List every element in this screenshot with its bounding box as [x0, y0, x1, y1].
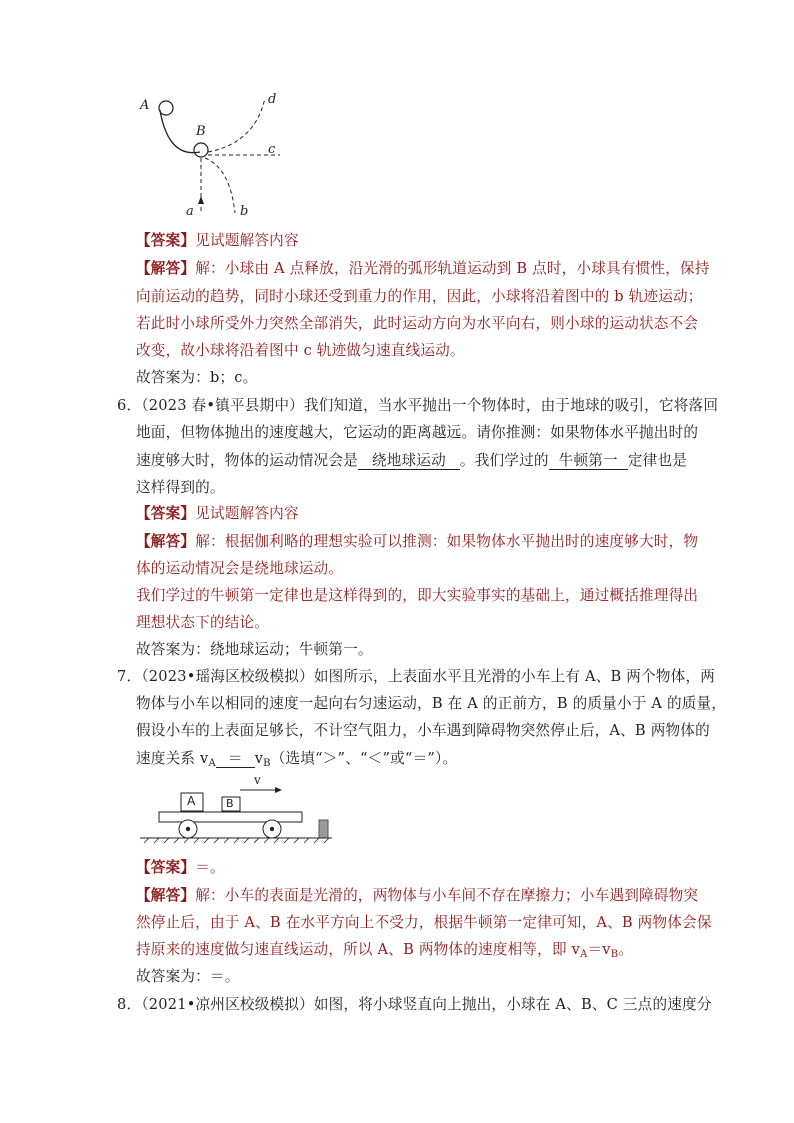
block-b-label: B	[226, 797, 234, 810]
label-c: c	[268, 142, 276, 157]
solution-text: 持原来的速度做匀速直线运动，所以 A、B 两物体的速度相等，即 v	[136, 941, 581, 958]
block-a-label: A	[187, 794, 196, 808]
subscript-b: B	[263, 758, 271, 769]
q5-solution-line-3: 若此时小球所受外力突然全部消失，此时运动方向为水平向右，则小球的运动状态不会	[136, 315, 699, 332]
solution-tag: 【解答】	[136, 887, 196, 904]
question-source: （2023•瑶海区校级模拟）	[141, 668, 314, 685]
q7-final-answer: 故答案为：＝。	[136, 968, 240, 985]
q5-answer	[136, 231, 299, 251]
q6-solution-line-3: 我们学过的牛顿第一定律也是这样得到的，即大实验事实的基础上，通过概括推理得出	[136, 587, 699, 604]
question-source: （2023 春•镇平县期中）	[141, 397, 304, 414]
label-b: b	[240, 204, 249, 219]
q6-line-4: 这样得到的。	[136, 479, 225, 496]
ball-b	[194, 143, 208, 157]
q7-line-4	[136, 749, 457, 774]
arc-track	[160, 110, 200, 153]
question-number: 6．	[117, 397, 142, 414]
q6-line-1	[117, 396, 718, 416]
velocity-label: v	[254, 773, 261, 787]
path-d	[208, 98, 265, 152]
q6-solution-line-1	[136, 532, 698, 552]
label-d: d	[268, 92, 277, 107]
trajectory-figure	[130, 88, 300, 223]
subscript-a: A	[580, 949, 588, 960]
label-a-point: A	[140, 98, 150, 113]
q5-solution-line-2: 向前运动的趋势，同时小球还受到重力的作用，因此，小球将沿着图中的 b 轨迹运动；	[136, 288, 703, 305]
fill-blank-1: 绕地球运动	[358, 452, 460, 470]
q7-line-3: 假设小车的上表面足够长，不计空气阻力，小车遇到障碍物突然停止后，A、B 两物体的	[136, 722, 710, 739]
obstacle	[319, 820, 328, 838]
fill-blank-2: 牛顿第一	[549, 452, 628, 470]
solution-text: 。	[618, 941, 634, 958]
solution-text: 解：小车的表面是光滑的，两物体与小车间不存在摩擦力；小车遇到障碍物突	[195, 887, 699, 904]
q5-final-answer: 故答案为：b；c。	[136, 369, 258, 386]
answer-tag: 【答案】	[136, 505, 196, 522]
q6-solution-line-4: 理想状态下的结论。	[136, 614, 270, 631]
subscript-b: B	[610, 949, 619, 960]
question-text: 我们知道，当水平抛出一个物体时，由于地球的吸引，它将落回	[303, 397, 719, 414]
q7-solution-line-2: 然停止后，由于 A、B 在水平方向上不受力，根据牛顿第一定律可知，A、B 两物体会保	[136, 914, 712, 931]
solution-text: 解：小球由 A 点释放，沿光滑的弧形轨道运动到 B 点时，小球具有惯性，保持	[195, 260, 710, 277]
answer-text: 见试题解答内容	[195, 232, 299, 249]
question-number: 8．	[117, 996, 142, 1013]
answer-text: 见试题解答内容	[195, 505, 299, 522]
solution-text: 解：根据伽利略的理想实验可以推测：如果物体水平抛出时的速度够大时，物	[195, 533, 699, 550]
question-text: （选填“＞”、“＜”或“＝”）。	[270, 750, 458, 767]
answer-tag: 【答案】	[136, 232, 196, 249]
q8-line-1	[117, 995, 712, 1015]
question-number: 7．	[117, 668, 142, 685]
question-text: 如图，将小球竖直向上抛出，小球在 A、B、C 三点的速度分	[313, 996, 712, 1013]
fill-blank: ＝	[216, 750, 255, 768]
solution-tag: 【解答】	[136, 260, 196, 277]
q7-line-2: 物体与小车以相同的速度一起向右匀速运动，B 在 A 的正前方，B 的质量小于 A 的质量，	[136, 695, 727, 712]
q7-answer	[136, 858, 225, 878]
answer-tag: 【答案】	[136, 859, 196, 876]
q7-solution-line-1	[136, 886, 698, 906]
q6-line-2: 地面，但物体抛出的速度越大，它运动的距离越远。请你推测：如果物体水平抛出时的	[136, 424, 699, 441]
question-text: 定律也是	[627, 452, 688, 469]
q6-line-3	[136, 451, 687, 471]
question-source: （2021•凉州区校级模拟）	[141, 996, 314, 1013]
solution-text: ＝v	[587, 941, 611, 958]
subscript-a: A	[208, 758, 216, 769]
q5-solution-line-4: 改变，故小球将沿着图中 c 轨迹做匀速直线运动。	[136, 342, 465, 359]
question-text: 速度够大时，物体的运动情况会是	[136, 452, 358, 469]
solution-tag: 【解答】	[136, 533, 196, 550]
q6-answer	[136, 504, 299, 524]
q7-line-1	[117, 667, 715, 687]
q7-solution-line-3	[136, 940, 633, 965]
answer-text: ＝。	[195, 859, 225, 876]
question-text: 如图所示，上表面水平且光滑的小车上有 A、B 两个物体，两	[313, 668, 716, 685]
cart-figure	[140, 772, 340, 844]
path-b	[205, 158, 235, 213]
label-a: a	[186, 204, 194, 219]
q6-solution-line-2: 体的运动情况会是绕地球运动。	[136, 560, 344, 577]
question-text: v	[254, 750, 264, 767]
q5-solution-line-1	[136, 259, 710, 279]
label-b-point: B	[196, 124, 206, 139]
question-text: 速度关系 v	[136, 750, 209, 767]
cart-body	[159, 812, 302, 822]
cart-diagram	[140, 772, 340, 844]
q6-final-answer: 故答案为：绕地球运动；牛顿第一。	[136, 641, 373, 658]
question-text: 。我们学过的	[459, 452, 549, 469]
